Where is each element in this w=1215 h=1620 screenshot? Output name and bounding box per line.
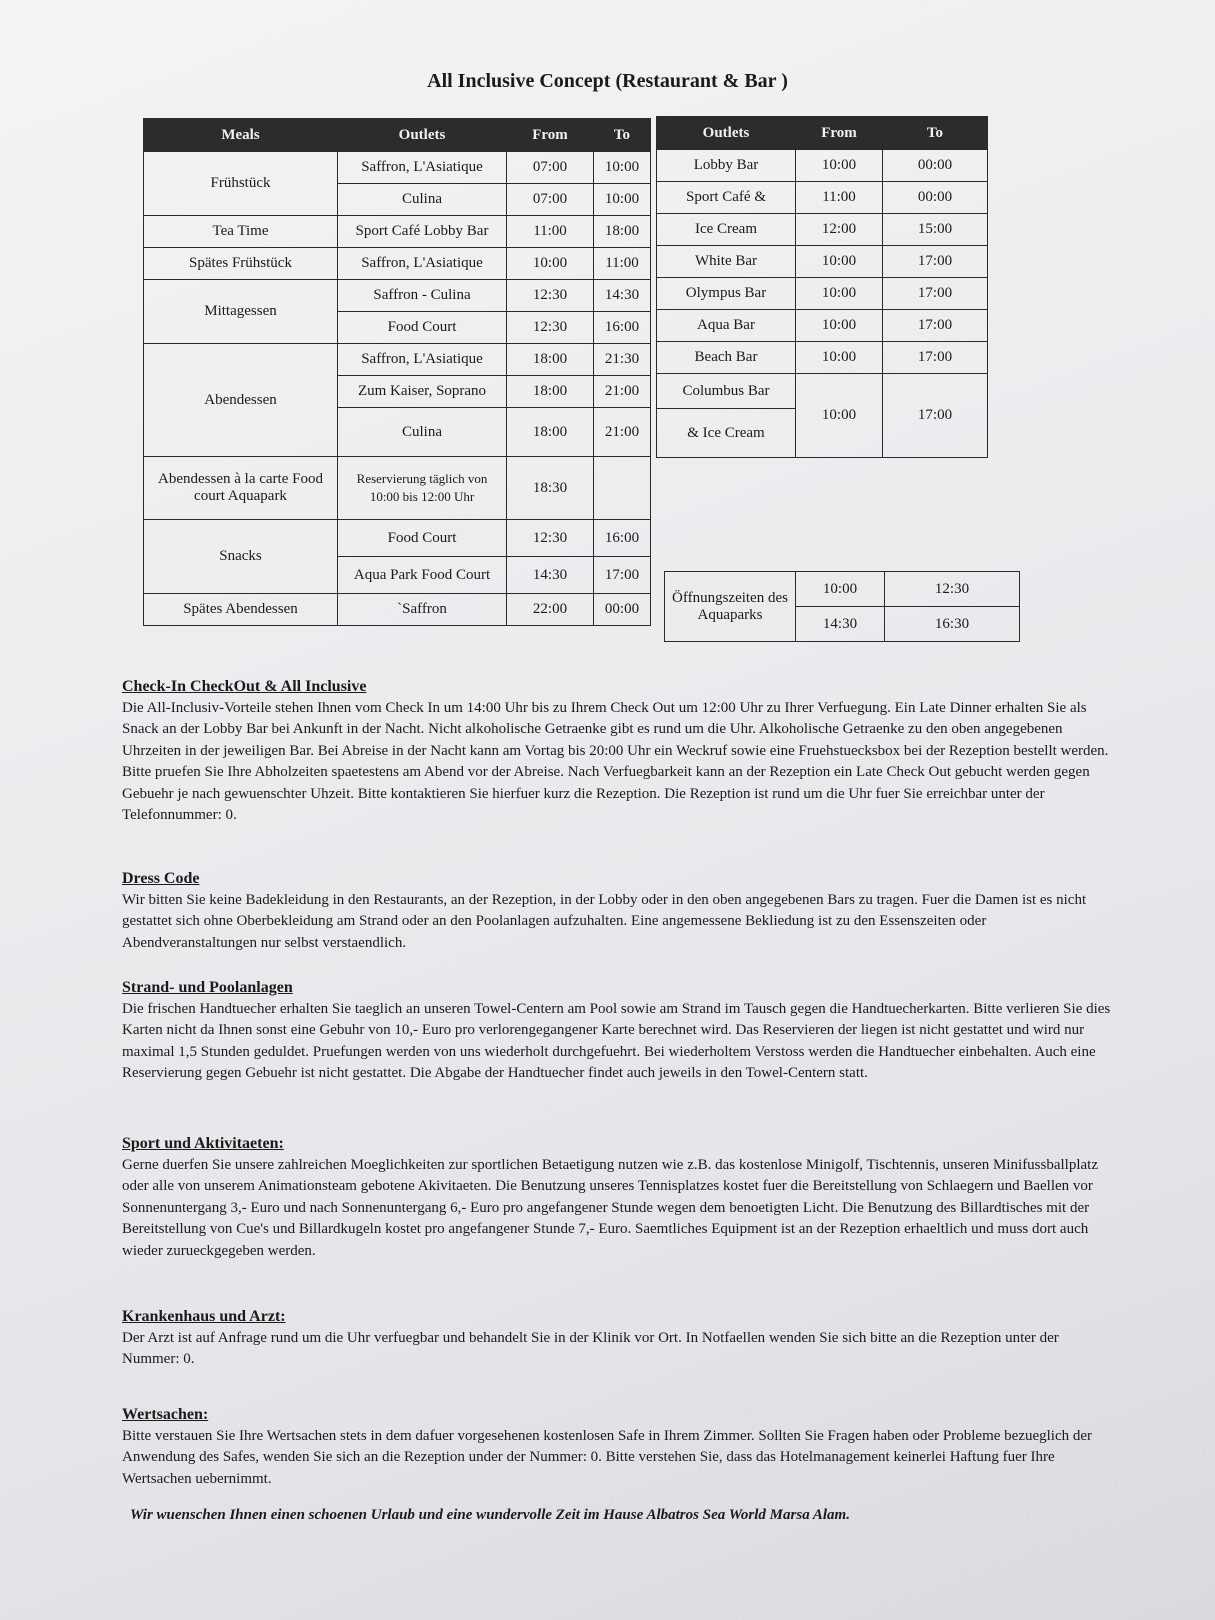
from-cell: 18:00 <box>507 408 594 457</box>
outlet-cell: Ice Cream <box>657 214 796 246</box>
from-cell: 07:00 <box>507 184 594 216</box>
to-cell: 17:00 <box>594 557 651 594</box>
meal-cell: Spätes Abendessen <box>144 594 338 626</box>
to-cell: 17:00 <box>883 278 988 310</box>
table-row <box>144 248 651 280</box>
table-row <box>657 310 988 342</box>
table-row <box>657 150 988 182</box>
to-cell: 15:00 <box>883 214 988 246</box>
aquapark-label: Öffnungszeiten des Aquaparks <box>665 572 796 642</box>
outlet-cell: Saffron - Culina <box>338 280 507 312</box>
outlet-cell: Food Court <box>338 312 507 344</box>
section-text: Gerne duerfen Sie unsere zahlreichen Moeglichkeiten zur sportlichen Betaetigung nutzen wie z.B. das kostenlose Minigolf, Tischtennis, unseren Minifussballplatz oder alle von unserem Animationsteam gebotene Akivitaeten. Die Benutzung unseres Tennisplatzes kostet fuer die Bereitstellung von Schlaegern und Baellen vor Sonnenuntergang 3,- Euro und nach Sonnenuntergang 6,- Euro pro angefangener Stunde wegen dem benoetigten Licht. Die Benutzung des Billardtisches mit der Bereitstellung von Cue's und Billardkugeln kostet pro angefangener Stunde 7,- Euro. Saemtliches Equipment ist an der Rezeption erhaeltlich und muss dort auch wieder zurueckgegeben werden. <box>122 1156 1099 1259</box>
table-row <box>657 182 988 214</box>
from-cell: 12:30 <box>507 520 594 557</box>
section-text: Die All-Inclusiv-Vorteile stehen Ihnen vom Check In um 14:00 Uhr bis zu Ihrem Check Out um 12:00 Uhr zu Ihrer Verfuegung. Ein Late Dinner erhalten Sie als Snack an der Lobby Bar bei Ankunft in der Nacht. Nicht alkoholische Getraenke gibt es rund um die Uhr. Alkoholische Getraenke zu den oben angegebenen Uhrzeiten in der jeweiligen Bar. Bei Abreise in der Nacht kann am Vortag bis 20:00 Uhr ein Weckruf sowie eine Fruehstuecksbox bei der Rezeption bestellt werden. Bitte pruefen Sie Ihre Abholzeiten spaetestens am Abend vor der Abreise. Nach Verfuegbarkeit kann an der Rezeption ein Late Check Out gebucht werden gegen Gebuehr je nach gewuenschter Uhzeit. Bitte kontaktieren Sie hierfuer kurz die Rezeption. Die Rezeption ist rund um die Uhr fuer Sie erreichbar unter der Telefonnummer: 0. <box>122 699 1109 823</box>
section-text: Bitte verstauen Sie Ihre Wertsachen stets in dem dafuer vorgesehenen kostenlosen Safe in Ihrem Zimmer. Sollten Sie Fragen haben oder Probleme bezueglich der Anwendung des Safes, wenden Sie sich an die Rezeption under der Nummer: 0. Bitte verstehen Sie, dass das Hotelmanagement keinerlei Haftung fuer Ihre Wertsachen uebernimmt. <box>122 1427 1093 1487</box>
from-cell: 14:30 <box>796 607 885 642</box>
section-text: Wir bitten Sie keine Badekleidung in den Restaurants, an der Rezeption, in der Lobby oder in den oben angegebenen Bars zu tragen. Fuer die Damen ist es nicht gestattet sich ohne Oberbekleidung am Strand oder an den Poolanlagen aufzuhalten. Eine angemessene Bekliedung ist zu den Essenszeiten oder Abendveranstaltungen nur selbst verstaendlich. <box>122 891 1087 951</box>
bars-header-outlets: Outlets <box>657 117 796 150</box>
from-cell: 10:00 <box>796 342 883 374</box>
meals-table <box>143 118 651 626</box>
section-valuables <box>122 1404 1112 1490</box>
table-row <box>144 457 651 520</box>
from-cell: 18:00 <box>507 344 594 376</box>
table-row <box>144 344 651 376</box>
to-cell: 14:30 <box>594 280 651 312</box>
to-cell: 16:30 <box>885 607 1020 642</box>
from-cell: 14:30 <box>507 557 594 594</box>
table-row <box>657 246 988 278</box>
outlet-cell: Beach Bar <box>657 342 796 374</box>
to-cell: 11:00 <box>594 248 651 280</box>
section-beach-pool <box>122 977 1112 1085</box>
closing-line: Wir wuenschen Ihnen einen schoenen Urlaub und eine wundervolle Zeit im Hause Albatros Sea World Marsa Alam. <box>130 1507 850 1523</box>
from-cell: 10:00 <box>796 310 883 342</box>
table-row <box>144 520 651 557</box>
from-cell: 10:00 <box>796 278 883 310</box>
bars-header-to: To <box>883 117 988 150</box>
table-row <box>657 342 988 374</box>
document-title: All Inclusive Concept (Restaurant & Bar ) <box>427 70 788 92</box>
to-cell <box>594 457 651 520</box>
bars-table <box>656 116 988 458</box>
outlet-cell: Culina <box>338 184 507 216</box>
from-cell: 10:00 <box>796 246 883 278</box>
from-cell: 10:00 <box>796 572 885 607</box>
outlet-cell: Lobby Bar <box>657 150 796 182</box>
section-heading: Check-In CheckOut & All Inclusive <box>122 678 367 695</box>
section-heading: Krankenhaus und Arzt: <box>122 1308 286 1325</box>
to-cell: 21:30 <box>594 344 651 376</box>
meal-cell: Frühstück <box>144 152 338 216</box>
to-cell: 17:00 <box>883 246 988 278</box>
to-cell: 21:00 <box>594 376 651 408</box>
meals-header-to: To <box>594 119 651 152</box>
meal-cell: Snacks <box>144 520 338 594</box>
bars-header-from: From <box>796 117 883 150</box>
outlet-cell: Sport Café & <box>657 182 796 214</box>
from-cell: 11:00 <box>507 216 594 248</box>
from-cell: 12:30 <box>507 312 594 344</box>
to-cell: 12:30 <box>885 572 1020 607</box>
to-cell: 10:00 <box>594 152 651 184</box>
section-sport <box>122 1133 1112 1262</box>
meal-cell: Abendessen <box>144 344 338 457</box>
outlet-cell: Saffron, L'Asiatique <box>338 248 507 280</box>
meals-header-row <box>144 119 651 152</box>
meals-header-meals: Meals <box>144 119 338 152</box>
outlet-cell: & Ice Cream <box>657 409 796 458</box>
meals-header-outlets: Outlets <box>338 119 507 152</box>
section-doctor <box>122 1306 1112 1371</box>
section-text: Die frischen Handtuecher erhalten Sie taeglich an unseren Towel-Centern am Pool sowie am Strand im Tausch gegen die Handtuecherkarten. Bitte verlieren Sie dies Karten nicht da Ihnen sonst eine Gebuhr von 10,- Euro pro verlorengegangener Karte berechnet wird. Das Reservieren der liegen ist nicht gestattet und wird nur maximal 1,5 Stunden geduldet. Pruefungen werden von uns wiederholt durchgefuehrt. Bei wiederholtem Verstoss werden die Handtuecher einbehalten. Auch eine Reservierung gegen Gebuehr ist nicht gestattet. Die Abgabe der Handtuecher findet auch jeweils in den Towel-Centern statt. <box>122 1000 1111 1081</box>
to-cell: 16:00 <box>594 312 651 344</box>
to-cell: 18:00 <box>594 216 651 248</box>
bars-header-row <box>657 117 988 150</box>
table-row <box>657 278 988 310</box>
to-cell: 17:00 <box>883 310 988 342</box>
meal-cell: Abendessen à la carte Food court Aquapark <box>144 457 338 520</box>
table-row <box>665 572 1020 607</box>
aquapark-hours-table <box>664 571 1020 642</box>
section-heading: Strand- und Poolanlagen <box>122 979 293 996</box>
section-text: Der Arzt ist auf Anfrage rund um die Uhr verfuegbar und behandelt Sie in der Klinik vor Ort. In Notfaellen wenden Sie sich bitte an die Rezeption unter der Nummer: 0. <box>122 1329 1059 1367</box>
table-row <box>144 594 651 626</box>
from-cell: 18:00 <box>507 376 594 408</box>
table-row <box>144 152 651 184</box>
to-cell: 16:00 <box>594 520 651 557</box>
from-cell: 12:30 <box>507 280 594 312</box>
from-cell: 12:00 <box>796 214 883 246</box>
to-cell: 17:00 <box>883 342 988 374</box>
section-checkin <box>122 676 1112 827</box>
meal-cell: Spätes Frühstück <box>144 248 338 280</box>
outlet-cell: Zum Kaiser, Soprano <box>338 376 507 408</box>
outlet-cell: Olympus Bar <box>657 278 796 310</box>
meal-cell: Tea Time <box>144 216 338 248</box>
table-row <box>657 214 988 246</box>
from-cell: 10:00 <box>796 150 883 182</box>
outlet-cell: Saffron, L'Asiatique <box>338 344 507 376</box>
meal-cell: Mittagessen <box>144 280 338 344</box>
meals-header-from: From <box>507 119 594 152</box>
table-row <box>144 280 651 312</box>
to-cell: 21:00 <box>594 408 651 457</box>
outlet-cell: Aqua Bar <box>657 310 796 342</box>
to-cell: 10:00 <box>594 184 651 216</box>
from-cell: 10:00 <box>796 374 883 458</box>
table-row <box>657 374 988 409</box>
to-cell: 00:00 <box>883 150 988 182</box>
table-row <box>144 216 651 248</box>
outlet-cell: `Saffron <box>338 594 507 626</box>
to-cell: 00:00 <box>883 182 988 214</box>
outlet-cell: Reservierung täglich von 10:00 bis 12:00 Uhr <box>338 457 507 520</box>
to-cell: 17:00 <box>883 374 988 458</box>
outlet-cell: Aqua Park Food Court <box>338 557 507 594</box>
outlet-cell: Columbus Bar <box>657 374 796 409</box>
outlet-cell: Culina <box>338 408 507 457</box>
from-cell: 10:00 <box>507 248 594 280</box>
from-cell: 18:30 <box>507 457 594 520</box>
from-cell: 07:00 <box>507 152 594 184</box>
section-heading: Wertsachen: <box>122 1406 209 1423</box>
outlet-cell: Sport Café Lobby Bar <box>338 216 507 248</box>
section-heading: Sport und Aktivitaeten: <box>122 1135 284 1152</box>
outlet-cell: Food Court <box>338 520 507 557</box>
from-cell: 11:00 <box>796 182 883 214</box>
outlet-cell: White Bar <box>657 246 796 278</box>
section-dress-code <box>122 868 1112 954</box>
section-heading: Dress Code <box>122 870 200 887</box>
outlet-cell: Saffron, L'Asiatique <box>338 152 507 184</box>
from-cell: 22:00 <box>507 594 594 626</box>
to-cell: 00:00 <box>594 594 651 626</box>
